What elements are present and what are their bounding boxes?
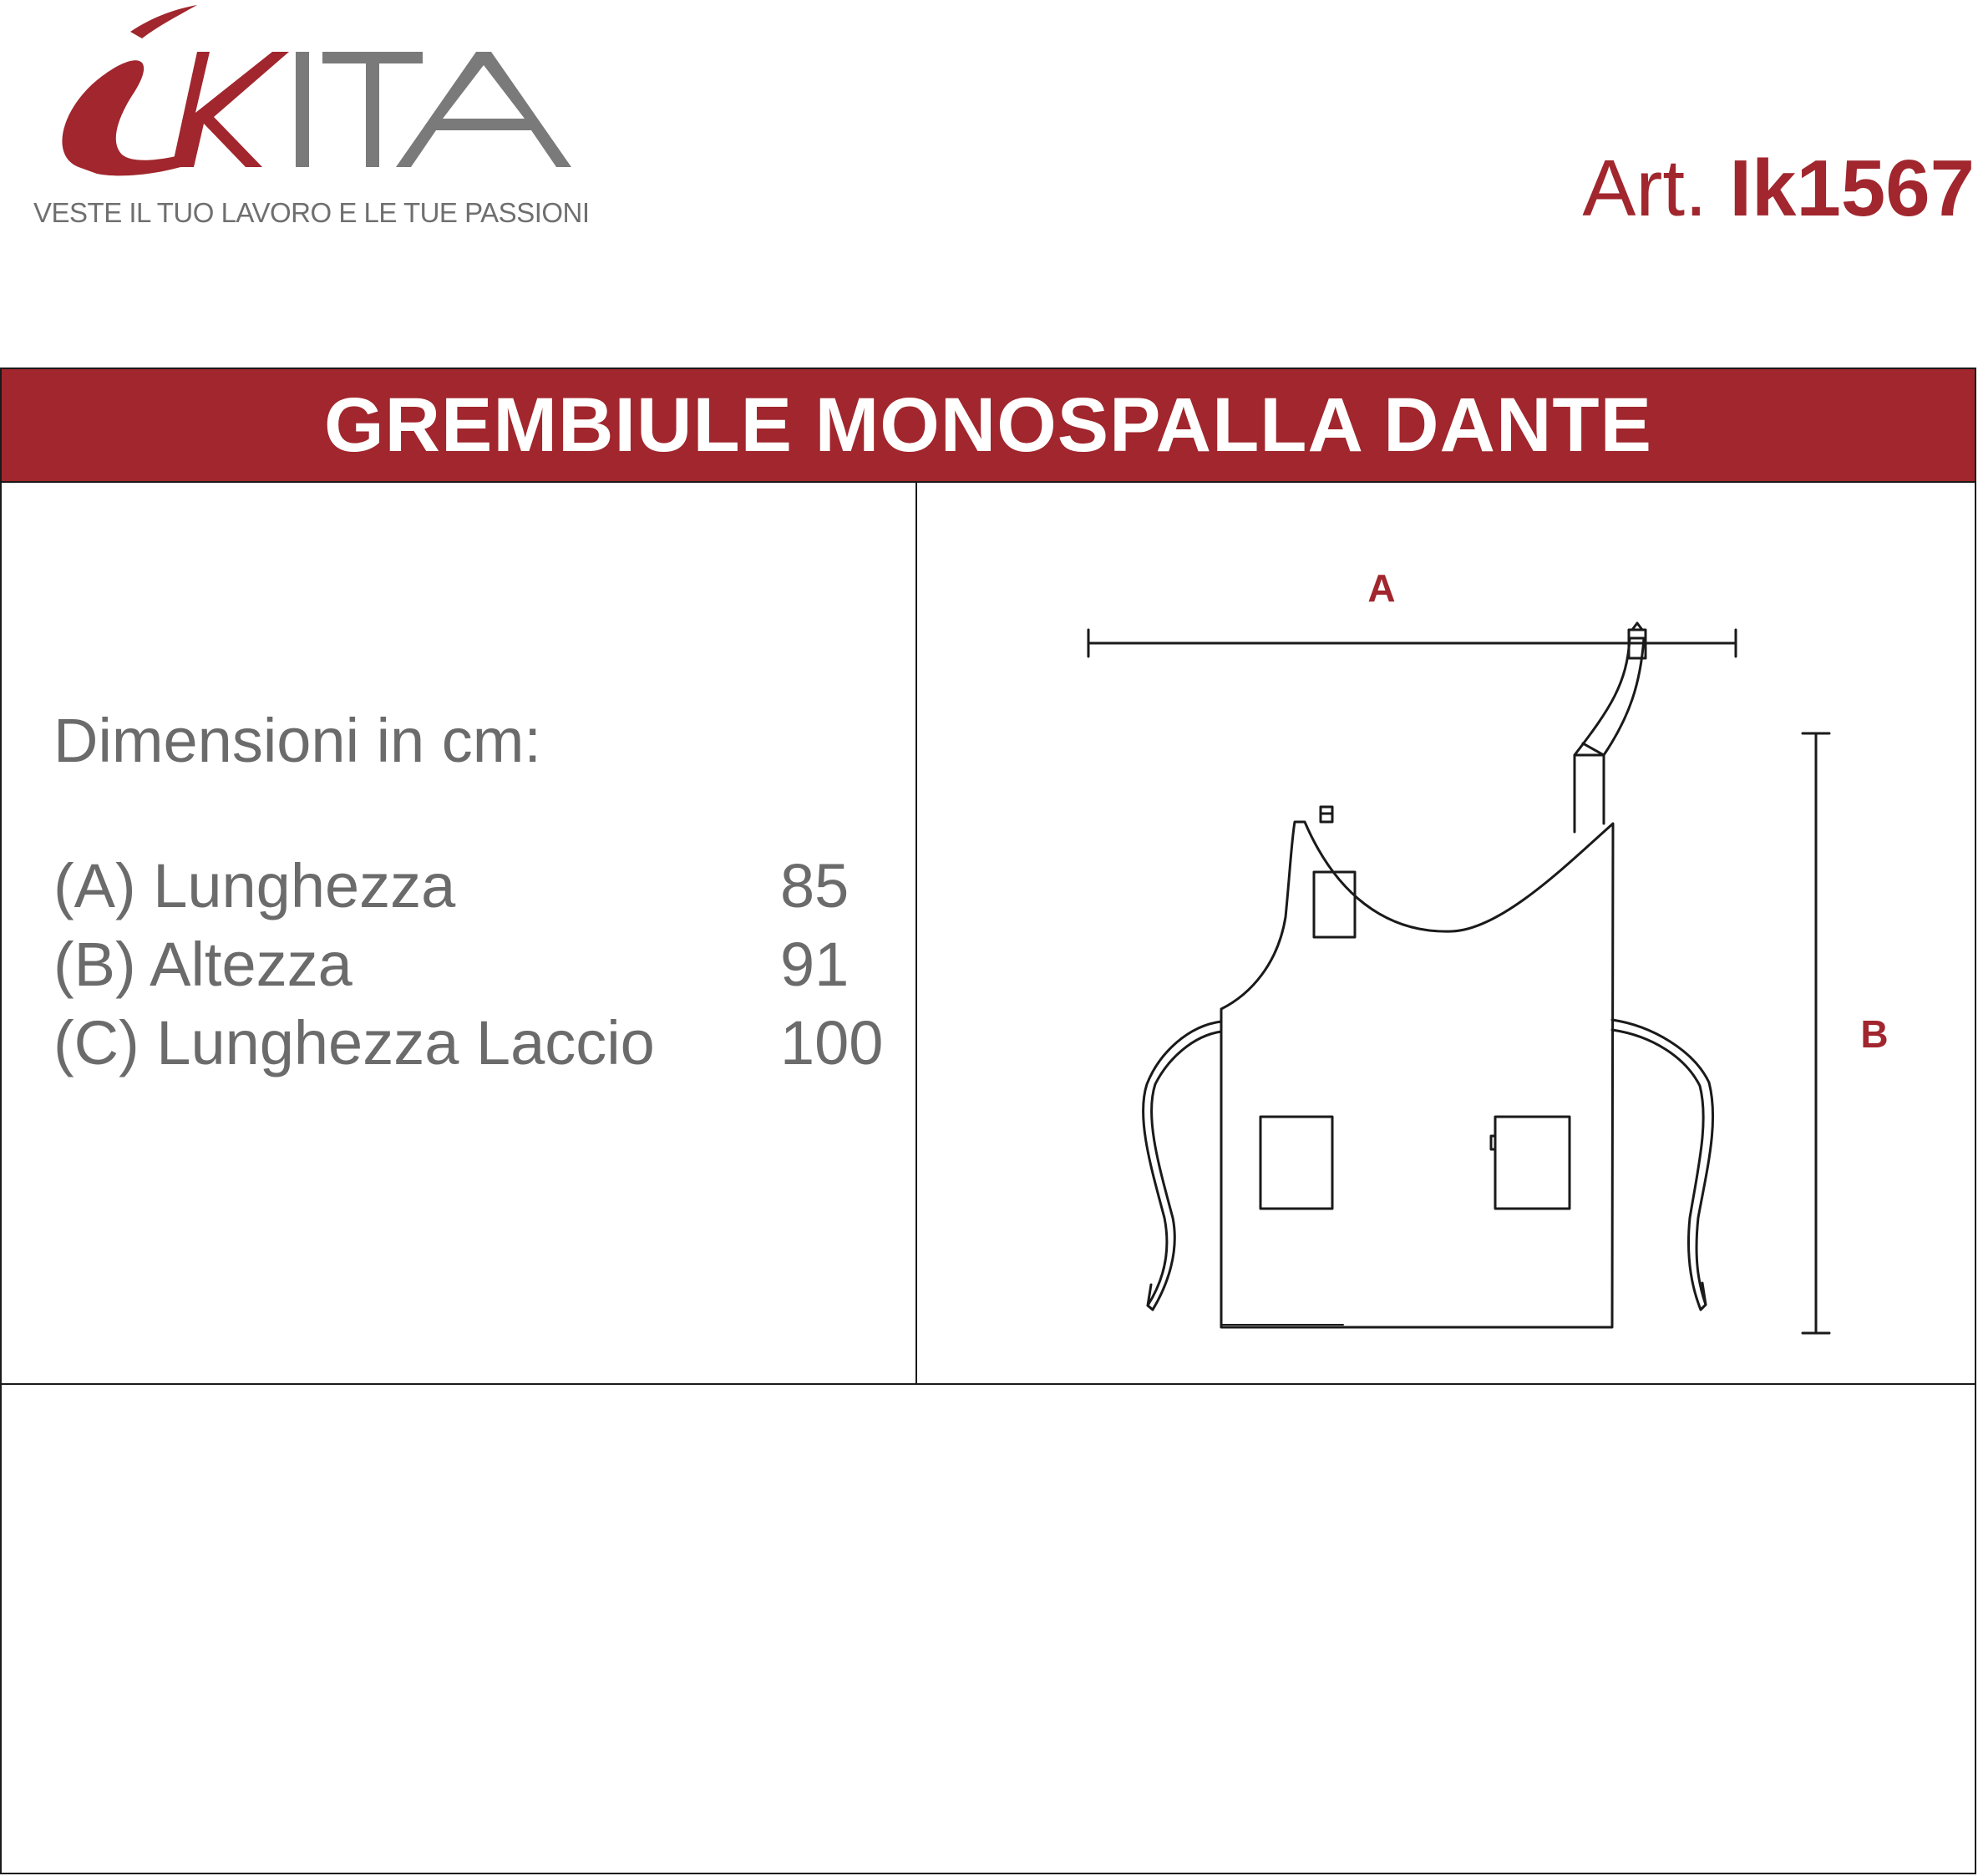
apron-drawing [917, 483, 1976, 1383]
dimension-value: 100 [780, 1008, 884, 1077]
dimension-row [53, 1008, 897, 1091]
product-sheet [0, 368, 1976, 1874]
shoulder-strap [1575, 638, 1644, 832]
apron-body [1221, 822, 1613, 1327]
dimensions-heading: Dimensioni in cm: [53, 706, 541, 775]
dimension-label: (A) Lunghezza [53, 851, 456, 920]
logo-i [296, 52, 309, 167]
logo-a [396, 52, 571, 167]
product-title: GREMBIULE MONOSPALLA DANTE [324, 382, 1652, 468]
right-pocket-loop [1491, 1136, 1495, 1149]
article-prefix: Art. [1582, 144, 1707, 233]
dimension-row [53, 851, 897, 934]
dimensions-block [53, 706, 897, 1091]
bib-pocket [1314, 872, 1355, 937]
logo-k [172, 52, 289, 167]
dimension-label: (B) Altezza [53, 930, 352, 999]
dimension-b-label: B [1860, 1012, 1889, 1056]
logo-t [322, 52, 423, 167]
title-bar [2, 369, 1975, 483]
dimension-row [53, 930, 897, 1012]
article-code [1582, 144, 1975, 233]
article-number: Ik1567 [1729, 144, 1975, 233]
brand-tagline: VESTE IL TUO LAVORO E LE TUE PASSIONI [33, 197, 590, 228]
row-divider [2, 1383, 1975, 1385]
dimension-a-label: A [1367, 566, 1396, 610]
right-tie [1612, 1020, 1713, 1310]
dimension-value: 85 [780, 851, 850, 920]
dimension-value: 91 [780, 930, 850, 999]
dimension-label: (C) Lunghezza Laccio [53, 1008, 655, 1077]
right-pocket [1495, 1117, 1570, 1209]
dimension-b-line [1803, 733, 1829, 1333]
left-tie [1144, 1022, 1221, 1310]
logo-hook [130, 5, 197, 38]
left-pocket [1260, 1117, 1332, 1209]
